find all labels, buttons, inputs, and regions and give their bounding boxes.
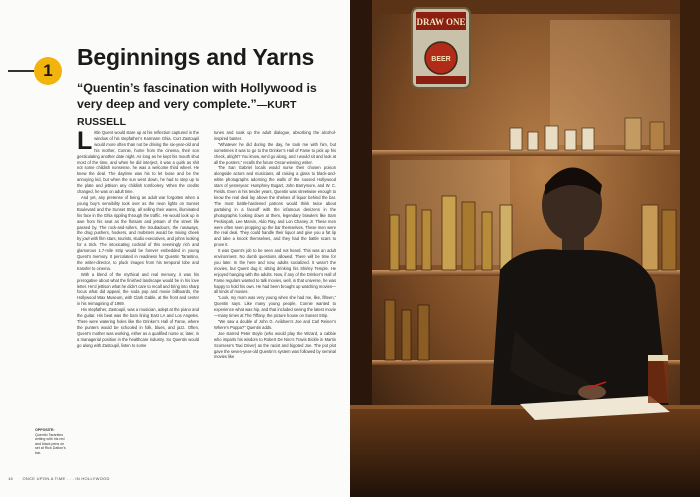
- page-number: 16: [8, 476, 14, 481]
- body-column-1: [77, 127, 199, 349]
- sign-text: DRAW ONE: [416, 17, 466, 27]
- body-paragraph: Little Quent would stare up at his reflection captured in the window of his stepfather’s Karmann Ghia. Curt Zastoupil would more often than not be driving the six-year-old and his mother, Connie, home from the cinema, their son gesticulating another date night. As long as he kept his mouth shut most of the time, and when he did interject, it was a quirk as shit not some childish nonsense, he was a welcome third wheel. He knew the deal. The daytime was his to let loose and be the annoying kid, but when the sun went down, he had to step up to the plate and jettison any childish tomfoolery. When the credits changed, he was on adult time.: [77, 127, 199, 195]
- running-title: ONCE UPON A TIME . . . IN HOLLYWOOD: [22, 476, 110, 481]
- body-paragraph: “Look, my mom was very young when she had me, like, fifteen,” Quentin says. Like many young people, Connie wanted to experience what was hip, and that included seeing the latest movie—many times at The Tiffany, the picture house on Sunset Strip.: [214, 295, 336, 319]
- pull-quote-attribution: —KURT RUSSELL: [77, 99, 297, 128]
- right-page: [350, 0, 700, 497]
- chapter-rule: [8, 70, 34, 72]
- body-paragraph: Joe starred Peter Boyle (who would play the Wizard, a cabbie who imparts his wisdom to Robert De Niro’s Travis Bickle in Martin Scorsese’s Taxi Driver) as the racist and bigoted Joe. The pot plot gave the seven-year-old Quentin’s system was followed by seminal movies like: [214, 330, 336, 360]
- sign-subtext: BEER: [431, 56, 451, 63]
- chapter-number-badge: 1: [34, 57, 62, 85]
- shelf-top: [372, 150, 680, 156]
- chapter-title: Beginnings and Yarns: [77, 44, 315, 70]
- photo-caption: [35, 428, 67, 456]
- page-footer: [8, 476, 118, 481]
- pull-quote-text: “Quentin’s fascination with Hollywood is very deep and very complete.”: [77, 81, 317, 111]
- body-paragraph: And yet, any pretense of being an adult war forgotten when a young boy’s sensibility took over as the neon lights on Sunset Boulevard and the Sunset Strip, all selling their wares, illuminated his face in the Ghia rippling through the traffic. He would look up in awe from his seat as the flotsam and jetsam of the street life passed by. The rock-and-rollers, the troubadours, the runaways, the drug pushers, hookers, and mobsters would be mixing cheek by jowl with film stars, tourists, studio executives, and johns looking for a trick. The intoxicating cocktail of this seemingly rich and glamorous 1.7-mile strip would be forever embedded in young Quent’s memory. It percolated in readiness for Quentin Tarantino, the writer-director, to pluck images from his temporal lobe and transfer to cinema.: [77, 194, 199, 271]
- draw-one-sign: [412, 8, 470, 88]
- glass-of-beer: [648, 355, 668, 403]
- body-column-2: [214, 130, 336, 360]
- body-paragraph: His stepfather, Zastoupil, was a musician, adept at the piano and the guitar. His beat was the bars lining East LA and Los Angeles. There were watering holes like the Drinker’s Hall of Fame, where the punters would be schooled in folk, blues, and jazz. Often, Quent’s mother was working, either as a qualified nurse or, later, in a managerial position in the healthcare industry. So Quentin would go along with Zastoupil, listen to some: [77, 307, 199, 348]
- body-paragraph: tunes and soak up the adult dialogue, absorbing the alcohol-inspired banter.: [214, 130, 336, 141]
- bar-photograph: [350, 0, 700, 497]
- body-paragraph: “We saw a double of John G. Avildsen’s Joe and Carl Reiner’s Where’s Poppa?” Quentin adds.: [214, 319, 336, 330]
- body-paragraph: “Whatever he did during the day, he took me with him, but sometimes it was to go to the Drinker’s Hall of Fame to pick up his check, alright? You know, we’d go along, and I would sit and look at all the posters,” recalls the future Oscar-winning writer.: [214, 141, 336, 165]
- body-paragraph: The San Gabriel locals would nurse their chosen poison alongside actors and musicians, all raising a glass to black-and-white photographs adorning the walls of the soused Hollywood stars of yesteryear: Humphrey Bogart, John Barrymore, and W. C. Fields. Even in his tender years, Quentin was streetwise enough to know the real deal lay above the shelves of liquor behind the bar. The most battle-hardened patrons would think twice about partaking in a faceoff with the infamous denizens in the photographic looking down at them, legendary brawlers like Sam Peckinpah, Lee Marvin, Aldo Ray, and Lon Chaney Jr. These men were often seen propping up the bar themselves. These men were the real deal. They could handle their liquor and give you a fat lip and take a knock themselves, and they had the battle scars to prove it.: [214, 165, 336, 248]
- drop-cap: L: [77, 127, 93, 155]
- body-paragraph: With a blend of the mythical and real memory, it was his prerogative about what the finished landscape would be in his love letter. He’d jettison what he didn’t care to recall and bring into sharp focus what did appeal, the soda pop and movie billboards, the Hollywood Wax Museum, with Clark Gable, at the front and center in his reimagining of 1969.: [77, 271, 199, 307]
- bar-counter: [350, 405, 700, 497]
- body-paragraph: It was Quent’s job to be seen and not heard. This was an adult environment. No dumb questions allowed. There will be time for you later. In the here and now, adults socialized. It wasn’t the movies, but Quent dug it, sitting drinking his Shirley Temple. He enjoyed hanging with the adults. Now, if any of the Drinker’s Hall of Fame regulars wanted to talk movies, well, in that universe, he was happy to hold his own. He had been brought up watching movies—all kinds of movies.: [214, 248, 336, 295]
- pull-quote: [77, 80, 339, 130]
- caption-label: OPPOSITE:: [35, 428, 55, 432]
- caption-text: Quentin Tarantino writing with his red and black pens on set at Rick Dalton’s bar.: [35, 432, 66, 455]
